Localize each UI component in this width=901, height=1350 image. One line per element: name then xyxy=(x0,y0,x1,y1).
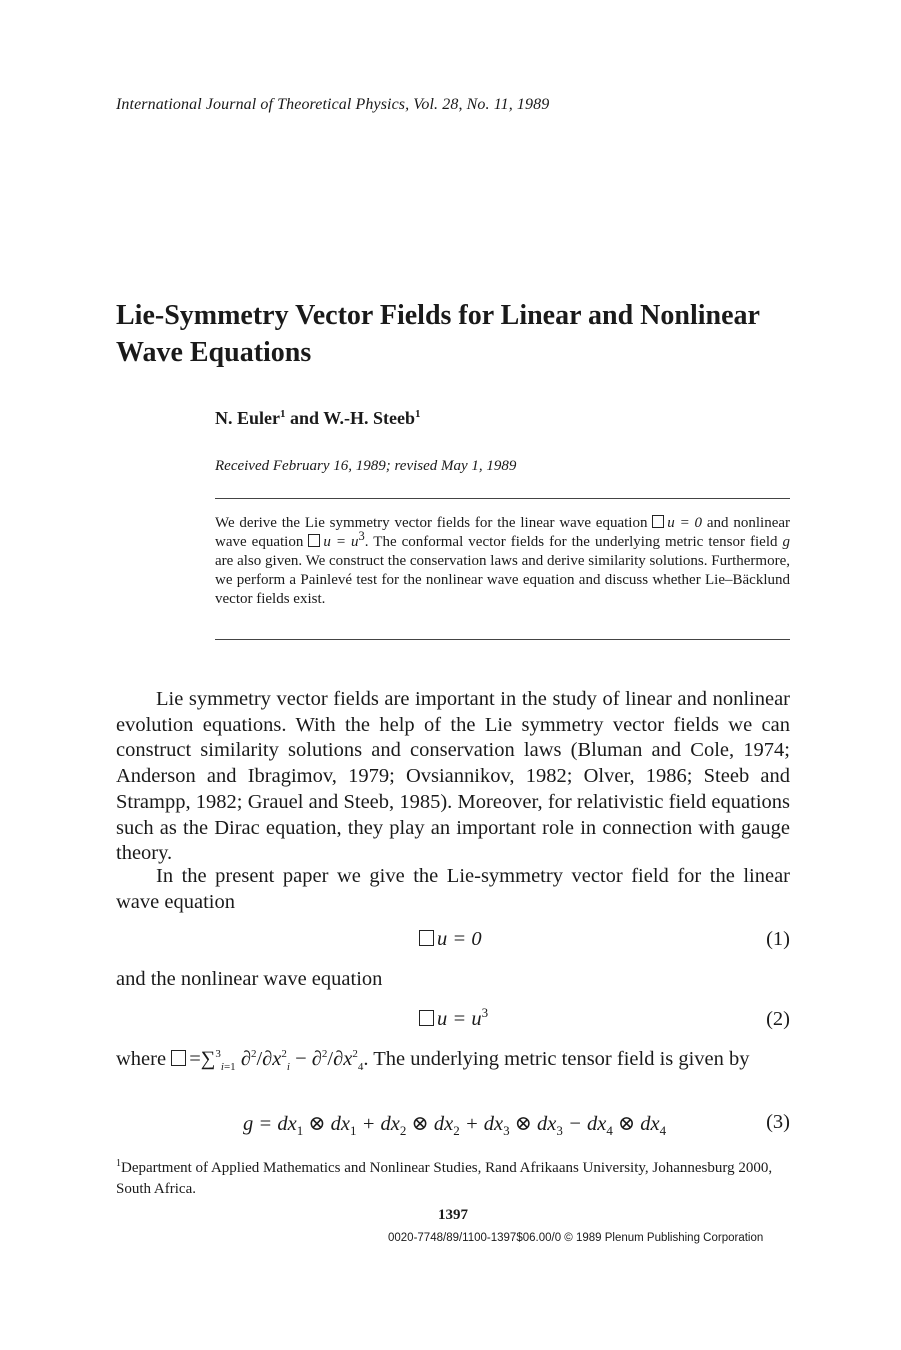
abstract-text: are also given. We construct the conservation laws and derive similarity solutions. Furthermore, we perform a Painlevé test for the nonlinear wave equation and discuss whether Lie–Bäcklund vector fields exist. xyxy=(215,553,790,607)
affil-mark: 1 xyxy=(280,408,286,420)
equation-2 xyxy=(419,1005,489,1031)
footnote xyxy=(116,1158,790,1200)
equation-1-text: u = 0 xyxy=(437,928,482,950)
equation-3: $g = dx_1$ ⊗ $dx_1 + dx_2$ ⊗ $dx_2 + dx_3$ ⊗ $dx_3 - dx_4$ ⊗ $dx_4$ xyxy=(243,1113,667,1139)
abstract-equation: u = u xyxy=(323,534,359,550)
operator-definition: =∑$^3_{i=1}$ $\partial^2/\partial x^2_i - \partial^2/\partial x^2_4$ xyxy=(171,1048,363,1070)
dalembertian-operator xyxy=(652,515,664,528)
author-separator: and xyxy=(285,408,324,428)
equation-2-number: (2) xyxy=(766,1008,790,1030)
footnote-mark: 1 xyxy=(116,1158,121,1169)
paragraph-4-text: . The underlying metric tensor field is given by xyxy=(363,1048,750,1070)
paper-title: Lie-Symmetry Vector Fields for Linear and Nonlinear Wave Equations xyxy=(116,300,760,368)
copyright-line: 0020-7748/89/1100-1397$06.00/0 © 1989 Plenum Publishing Corporation xyxy=(388,1232,764,1244)
journal-header: International Journal of Theoretical Physics, Vol. 28, No. 11, 1989 xyxy=(116,96,550,113)
author-euler: N. Euler xyxy=(215,408,280,428)
dalembertian-operator xyxy=(308,534,320,547)
abstract-text: . The conformal vector fields for the underlying metric tensor field xyxy=(364,534,778,550)
dalembertian-operator xyxy=(419,930,434,946)
received-dates: Received February 16, 1989; revised May 1, 1989 xyxy=(215,458,517,474)
equation-1 xyxy=(419,928,482,951)
authors xyxy=(215,408,421,429)
body-paragraph-1: Lie symmetry vector fields are important in the study of linear and nonlinear evolution equations. With the help of the Lie symmetry vector fields we can construct similarity solutions and conservation laws (Bluman and Cole, 1974; Anderson and Ibragimov, 1979; Ovsiannikov, 1982; Olver, 1986; Steeb and Strampp, 1982; Grauel and Steeb, 1985). Moreover, for relativistic field equations such as the Dirac equation, they play an important role in connection with gauge theory. xyxy=(116,688,790,865)
abstract xyxy=(215,514,790,609)
equation-3-number: (3) xyxy=(766,1111,790,1133)
dalembertian-operator xyxy=(171,1050,186,1066)
author-steeb: W.-H. Steeb xyxy=(323,408,416,428)
abstract-bottom-rule xyxy=(215,639,790,640)
abstract-exponent: 3 xyxy=(358,529,365,543)
equation-2-text: u = u xyxy=(437,1008,482,1030)
body-paragraph-4 xyxy=(116,1047,790,1073)
footnote-text: Department of Applied Mathematics and Nonlinear Studies, Rand Afrikaans University, Johannesburg 2000, South Africa. xyxy=(116,1160,773,1197)
body-paragraph-3: and the nonlinear wave equation xyxy=(116,968,383,990)
page-number: 1397 xyxy=(438,1207,468,1223)
abstract-top-rule xyxy=(215,498,790,499)
where-text: where xyxy=(116,1048,167,1070)
equation-2-exponent: 3 xyxy=(481,1005,489,1021)
dalembertian-operator xyxy=(419,1010,434,1026)
affil-mark: 1 xyxy=(415,408,421,420)
body-paragraph-2: In the present paper we give the Lie-symmetry vector field for the linear wave equation xyxy=(116,865,790,913)
abstract-equation: u = 0 xyxy=(667,515,703,531)
abstract-metric-symbol: g xyxy=(782,534,791,550)
equation-1-number: (1) xyxy=(766,928,790,950)
abstract-text: and nonlinear wave equation xyxy=(215,515,791,550)
abstract-text: We derive the Lie symmetry vector fields for the linear wave equation xyxy=(215,515,648,531)
